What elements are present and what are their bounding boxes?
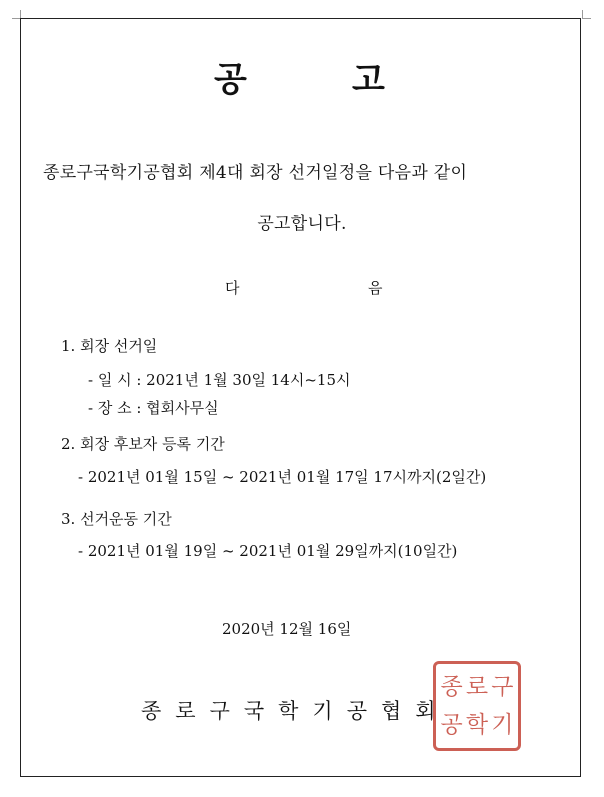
seal-char: 구	[491, 673, 514, 700]
section-3-item-period: - 2021년 01월 19일 ~ 2021년 01월 29일까지(10일간)	[78, 542, 458, 560]
notice-title-char-1: 공	[214, 60, 247, 100]
organization-name: 종로구국학기공협회	[141, 699, 450, 723]
intro-line-2: 공고합니다.	[257, 214, 347, 234]
section-1-heading: 1. 회장 선거일	[61, 337, 158, 355]
section-1-item-place: - 장 소 : 협회사무실	[88, 399, 219, 417]
seal-char: 로	[465, 673, 489, 700]
notice-date: 2020년 12월 16일	[222, 620, 352, 638]
notice-title-char-2: 고	[352, 60, 385, 100]
seal-char: 종	[440, 673, 463, 700]
seal-char: 공	[440, 711, 463, 738]
section-2-heading: 2. 회장 후보자 등록 기간	[61, 435, 225, 453]
intro-line-1: 종로구국학기공협회 제4대 회장 선거일정을 다음과 같이	[43, 163, 468, 183]
seal-char: 기	[491, 711, 514, 738]
section-3-heading: 3. 선거운동 기간	[61, 510, 172, 528]
page-corner-mark-top-right	[582, 10, 591, 19]
da-eum-char-1: 다	[225, 279, 240, 297]
section-2-item-period: - 2021년 01월 15일 ~ 2021년 01월 17일 17시까지(2일간)	[78, 468, 487, 486]
da-eum-char-2: 음	[368, 279, 383, 297]
section-1-item-time: - 일 시 : 2021년 1월 30일 14시~15시	[88, 371, 351, 389]
seal-stamp	[433, 661, 521, 751]
seal-char: 학	[465, 711, 489, 738]
